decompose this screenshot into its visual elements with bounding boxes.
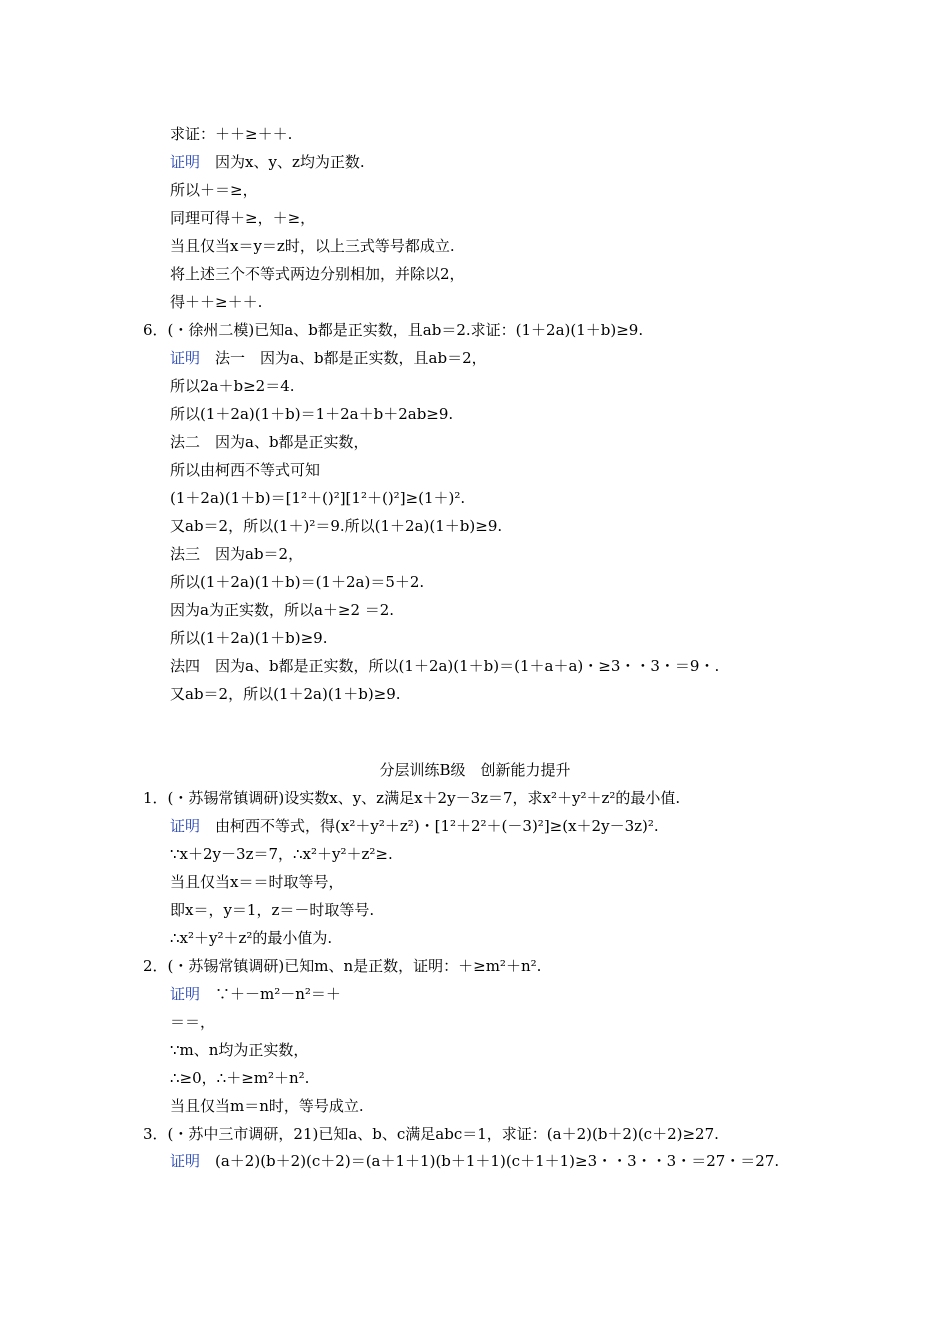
problem-text: (・苏中三市调研，21)已知a、b、c满足abc＝1，求证：(a＋2)(b＋2)(c＋2)≥27. — [167, 1125, 719, 1143]
proof-line: 将上述三个不等式两边分别相加，并除以2， — [170, 265, 465, 283]
proof-line: ＝＝， — [170, 1013, 216, 1031]
proof-text: ∵＋－m²－n²＝＋ — [215, 985, 341, 1003]
claim-line: 求证：＋＋≥＋＋. — [170, 125, 293, 143]
proof-line: ∵m、n均为正实数， — [170, 1041, 309, 1059]
problem-number: 1． — [143, 789, 168, 807]
section-heading: 分层训练B级 创新能力提升 — [379, 761, 571, 779]
proof-line: 所以(1＋2a)(1＋b)＝(1＋2a)＝5＋2. — [170, 573, 425, 591]
proof-line: 所以由柯西不等式可知 — [170, 461, 321, 479]
proof-line: 即x＝，y＝1，z＝－时取等号. — [170, 901, 375, 919]
proof-line — [170, 984, 341, 1004]
proof-line: 法三 因为ab＝2， — [170, 545, 304, 563]
proof-line: 所以＋＝≥， — [170, 181, 258, 199]
proof-paragraph — [170, 1148, 810, 1175]
problem-text: (・苏锡常镇调研)设实数x、y、z满足x＋2y－3z＝7，求x²＋y²＋z²的最小值. — [167, 789, 681, 807]
proof-label: 证明 — [170, 817, 201, 835]
proof-line: 所以2a＋b≥2＝4. — [170, 377, 295, 395]
proof-label: 证明 — [170, 349, 201, 367]
proof-line: 又ab＝2，所以(1＋2a)(1＋b)≥9. — [170, 685, 401, 703]
proof-line: ∴≥0，∴＋≥m²＋n². — [170, 1069, 310, 1087]
proof-line — [170, 816, 659, 836]
proof-line: (1＋2a)(1＋b)＝[1²＋()²][1²＋()²]≥(1＋)². — [170, 489, 466, 507]
proof-line: 当且仅当m＝n时，等号成立. — [170, 1097, 364, 1115]
proof-line: 所以(1＋2a)(1＋b)≥9. — [170, 629, 328, 647]
proof-text: 法一 因为a、b都是正实数，且ab＝2， — [215, 349, 487, 367]
proof-line — [170, 348, 487, 368]
problem-b3-statement — [143, 1124, 719, 1144]
proof-line — [170, 152, 365, 172]
proof-line: 当且仅当x＝＝时取等号， — [170, 873, 344, 891]
proof-text: (a＋2)(b＋2)(c＋2)＝(a＋1＋1)(b＋1＋1)(c＋1＋1)≥3・・3・・3・＝27・＝27. — [215, 1152, 780, 1170]
proof-line: 得＋＋≥＋＋. — [170, 293, 263, 311]
problem-number: 2． — [143, 957, 168, 975]
proof-label: 证明 — [170, 1152, 201, 1170]
proof-label: 证明 — [170, 153, 201, 171]
proof-line: ∴x²＋y²＋z²的最小值为. — [170, 929, 333, 947]
problem-number: 3． — [143, 1125, 168, 1143]
problem-text: (・苏锡常镇调研)已知m、n是正数，证明：＋≥m²＋n². — [167, 957, 542, 975]
proof-line: 法二 因为a、b都是正实数， — [170, 433, 369, 451]
proof-text: 由柯西不等式，得(x²＋y²＋z²)・[1²＋2²＋(－3)²]≥(x＋2y－3z)². — [215, 817, 659, 835]
proof-line: 因为a为正实数，所以a＋≥2 ＝2. — [170, 601, 395, 619]
proof-line: 法四 因为a、b都是正实数，所以(1＋2a)(1＋b)＝(1＋a＋a)・≥3・・3・＝9・. — [170, 657, 720, 675]
proof-line: 又ab＝2，所以(1＋)²＝9.所以(1＋2a)(1＋b)≥9. — [170, 517, 503, 535]
proof-line: 当且仅当x＝y＝z时，以上三式等号都成立. — [170, 237, 455, 255]
problem-b2-statement — [143, 956, 541, 976]
problem-b1-statement — [143, 788, 680, 808]
problem-text: (・徐州二模)已知a、b都是正实数，且ab＝2.求证：(1＋2a)(1＋b)≥9. — [167, 321, 644, 339]
problem-number: 6． — [143, 321, 168, 339]
problem-6-statement — [143, 320, 643, 340]
proof-line: ∵x＋2y－3z＝7，∴x²＋y²＋z²≥. — [170, 845, 393, 863]
proof-line: 同理可得＋≥，＋≥， — [170, 209, 316, 227]
proof-text: 因为x、y、z均为正数. — [215, 153, 365, 171]
proof-line: 所以(1＋2a)(1＋b)＝1＋2a＋b＋2ab≥9. — [170, 405, 454, 423]
proof-label: 证明 — [170, 985, 201, 1003]
